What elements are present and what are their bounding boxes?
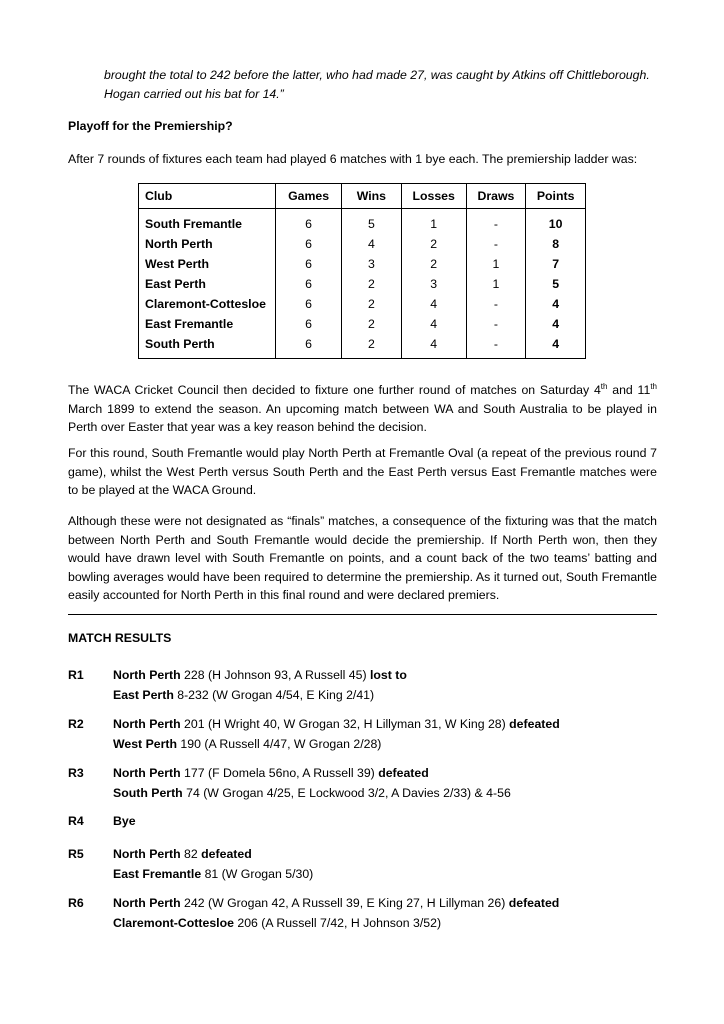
team-name: North Perth — [113, 766, 181, 780]
games-cell: 6 — [276, 294, 342, 314]
club-cell: North Perth — [139, 234, 276, 254]
club-cell: South Fremantle — [139, 209, 276, 235]
club-cell: East Perth — [139, 274, 276, 294]
wins-cell: 3 — [342, 254, 402, 274]
result-word: defeated — [378, 766, 429, 780]
points-cell: 5 — [526, 274, 586, 294]
wins-cell: 2 — [342, 314, 402, 334]
quote-line-1: brought the total to 242 before the latter, who had made 27, was caught by Atkins off Chittleborough. — [104, 68, 650, 82]
table-row — [139, 234, 586, 254]
table-row — [139, 334, 586, 359]
draws-cell: - — [466, 294, 526, 314]
quoted-passage — [104, 66, 657, 104]
ordinal-suffix: th — [650, 382, 657, 392]
playoff-heading: Playoff for the Premiership? — [68, 119, 233, 133]
result-line-1 — [113, 893, 559, 913]
team-name: North Perth — [113, 668, 181, 682]
team-name: North Perth — [113, 717, 181, 731]
round-label: R5 — [68, 847, 84, 861]
result-word: defeated — [201, 847, 252, 861]
games-cell: 6 — [276, 334, 342, 359]
result-line-2 — [113, 913, 559, 933]
quote-line-2: Hogan carried out his bat for 14.” — [104, 87, 284, 101]
games-cell: 6 — [276, 234, 342, 254]
result-line-1 — [113, 714, 560, 734]
wins-cell: 2 — [342, 334, 402, 359]
draws-cell: - — [466, 234, 526, 254]
para1-text-a: The WACA Cricket Council then decided to fixture one further round of matches on Saturday 4 — [68, 383, 601, 398]
wins-cell: 5 — [342, 209, 402, 235]
result-line-1 — [113, 665, 407, 685]
score-detail: 206 (A Russell 7/42, H Johnson 3/52) — [233, 916, 442, 930]
round-label: R6 — [68, 896, 84, 910]
match-results-heading: MATCH RESULTS — [68, 631, 172, 645]
score-detail: 177 (F Domela 56no, A Russell 39) — [180, 766, 379, 780]
result-line-1 — [113, 811, 136, 831]
team-name: North Perth — [113, 847, 181, 861]
result-word: defeated — [508, 896, 560, 910]
games-cell: 6 — [276, 314, 342, 334]
team-name: East Perth — [113, 688, 174, 702]
result-line-2 — [113, 783, 511, 803]
score-detail: 81 (W Grogan 5/30) — [201, 867, 314, 881]
games-cell: 6 — [276, 209, 342, 235]
team-name: Claremont-Cottesloe — [113, 916, 234, 930]
para1-text-c: March 1899 to extend the season. An upcoming match between WA and South Australia to be played in Perth over Easter that year was a key reason behind the decision. — [68, 401, 657, 435]
team-name: North Perth — [113, 896, 181, 910]
premiership-ladder-table — [138, 183, 586, 359]
premiership-decider-paragraph: Although these were not designated as “finals” matches, a consequence of the fixturing was that the match between North Perth and South Fremantle would decide the premiership. If North Perth won, then they would have drawn level with South Fremantle on points, and a count back of the two teams’ batting and bowling averages would have been required to determine the premiership. As it turned out, South Fremantle easily accounted for North Perth in this final round and were declared premiers. — [68, 514, 657, 603]
final-round-paragraph: For this round, South Fremantle would play North Perth at Fremantle Oval (a repeat of the previous round 7 game), whilst the West Perth versus South Perth and the East Perth versus East Fremantle matches were to be played at the WACA Ground. — [68, 446, 657, 498]
points-cell: 4 — [526, 294, 586, 314]
score-detail: 242 (W Grogan 42, A Russell 39, E King 27, H Lillyman 26) — [180, 896, 509, 910]
games-cell: 6 — [276, 254, 342, 274]
losses-cell: 4 — [401, 334, 466, 359]
wins-cell: 4 — [342, 234, 402, 254]
losses-cell: 4 — [401, 294, 466, 314]
points-cell: 4 — [526, 334, 586, 359]
draws-cell: - — [466, 314, 526, 334]
col-draws: Draws — [466, 184, 526, 209]
losses-cell: 4 — [401, 314, 466, 334]
score-detail: 82 — [180, 847, 202, 861]
ordinal-suffix: th — [600, 382, 608, 392]
table-row — [139, 274, 586, 294]
team-name: West Perth — [113, 737, 178, 751]
result-word: defeated — [509, 717, 560, 731]
round-label: R3 — [68, 766, 84, 780]
club-cell: South Perth — [139, 334, 276, 359]
table-row — [139, 209, 586, 235]
losses-cell: 2 — [401, 234, 466, 254]
draws-cell: - — [466, 209, 526, 235]
para1-text-b: and 11 — [607, 383, 651, 398]
ladder-intro: After 7 rounds of fixtures each team had played 6 matches with 1 bye each. The premiership ladder was: — [68, 152, 638, 166]
round-label: R1 — [68, 668, 84, 682]
result-word: lost to — [370, 668, 407, 682]
result-line-2 — [113, 864, 313, 884]
score-detail: 190 (A Russell 4/47, W Grogan 2/28) — [177, 737, 382, 751]
col-club: Club — [139, 184, 276, 209]
losses-cell: 2 — [401, 254, 466, 274]
bye-label: Bye — [113, 814, 136, 828]
team-name: East Fremantle — [113, 867, 202, 881]
table-row — [139, 254, 586, 274]
wins-cell: 2 — [342, 274, 402, 294]
table-row — [139, 294, 586, 314]
result-line-1 — [113, 763, 511, 783]
ladder-header-row — [139, 184, 586, 209]
round-label: R2 — [68, 717, 84, 731]
col-points: Points — [526, 184, 586, 209]
draws-cell: - — [466, 334, 526, 359]
result-line-2 — [113, 734, 560, 754]
col-losses: Losses — [401, 184, 466, 209]
losses-cell: 3 — [401, 274, 466, 294]
table-row — [139, 314, 586, 334]
score-detail: 74 (W Grogan 4/25, E Lockwood 3/2, A Davies 2/33) & 4-56 — [182, 786, 511, 800]
round-label: R4 — [68, 814, 84, 828]
col-wins: Wins — [342, 184, 402, 209]
team-name: South Perth — [113, 786, 183, 800]
season-extension-paragraph — [68, 381, 657, 437]
games-cell: 6 — [276, 274, 342, 294]
wins-cell: 2 — [342, 294, 402, 314]
club-cell: East Fremantle — [139, 314, 276, 334]
club-cell: Claremont-Cottesloe — [139, 294, 276, 314]
score-detail: 8-232 (W Grogan 4/54, E King 2/41) — [173, 688, 375, 702]
club-cell: West Perth — [139, 254, 276, 274]
result-line-2 — [113, 685, 407, 705]
draws-cell: 1 — [466, 254, 526, 274]
score-detail: 228 (H Johnson 93, A Russell 45) — [180, 668, 370, 682]
points-cell: 4 — [526, 314, 586, 334]
section-divider — [68, 614, 657, 615]
points-cell: 8 — [526, 234, 586, 254]
result-line-1 — [113, 844, 313, 864]
col-games: Games — [276, 184, 342, 209]
draws-cell: 1 — [466, 274, 526, 294]
points-cell: 7 — [526, 254, 586, 274]
points-cell: 10 — [526, 209, 586, 235]
score-detail: 201 (H Wright 40, W Grogan 32, H Lillyman 31, W King 28) — [180, 717, 510, 731]
losses-cell: 1 — [401, 209, 466, 235]
